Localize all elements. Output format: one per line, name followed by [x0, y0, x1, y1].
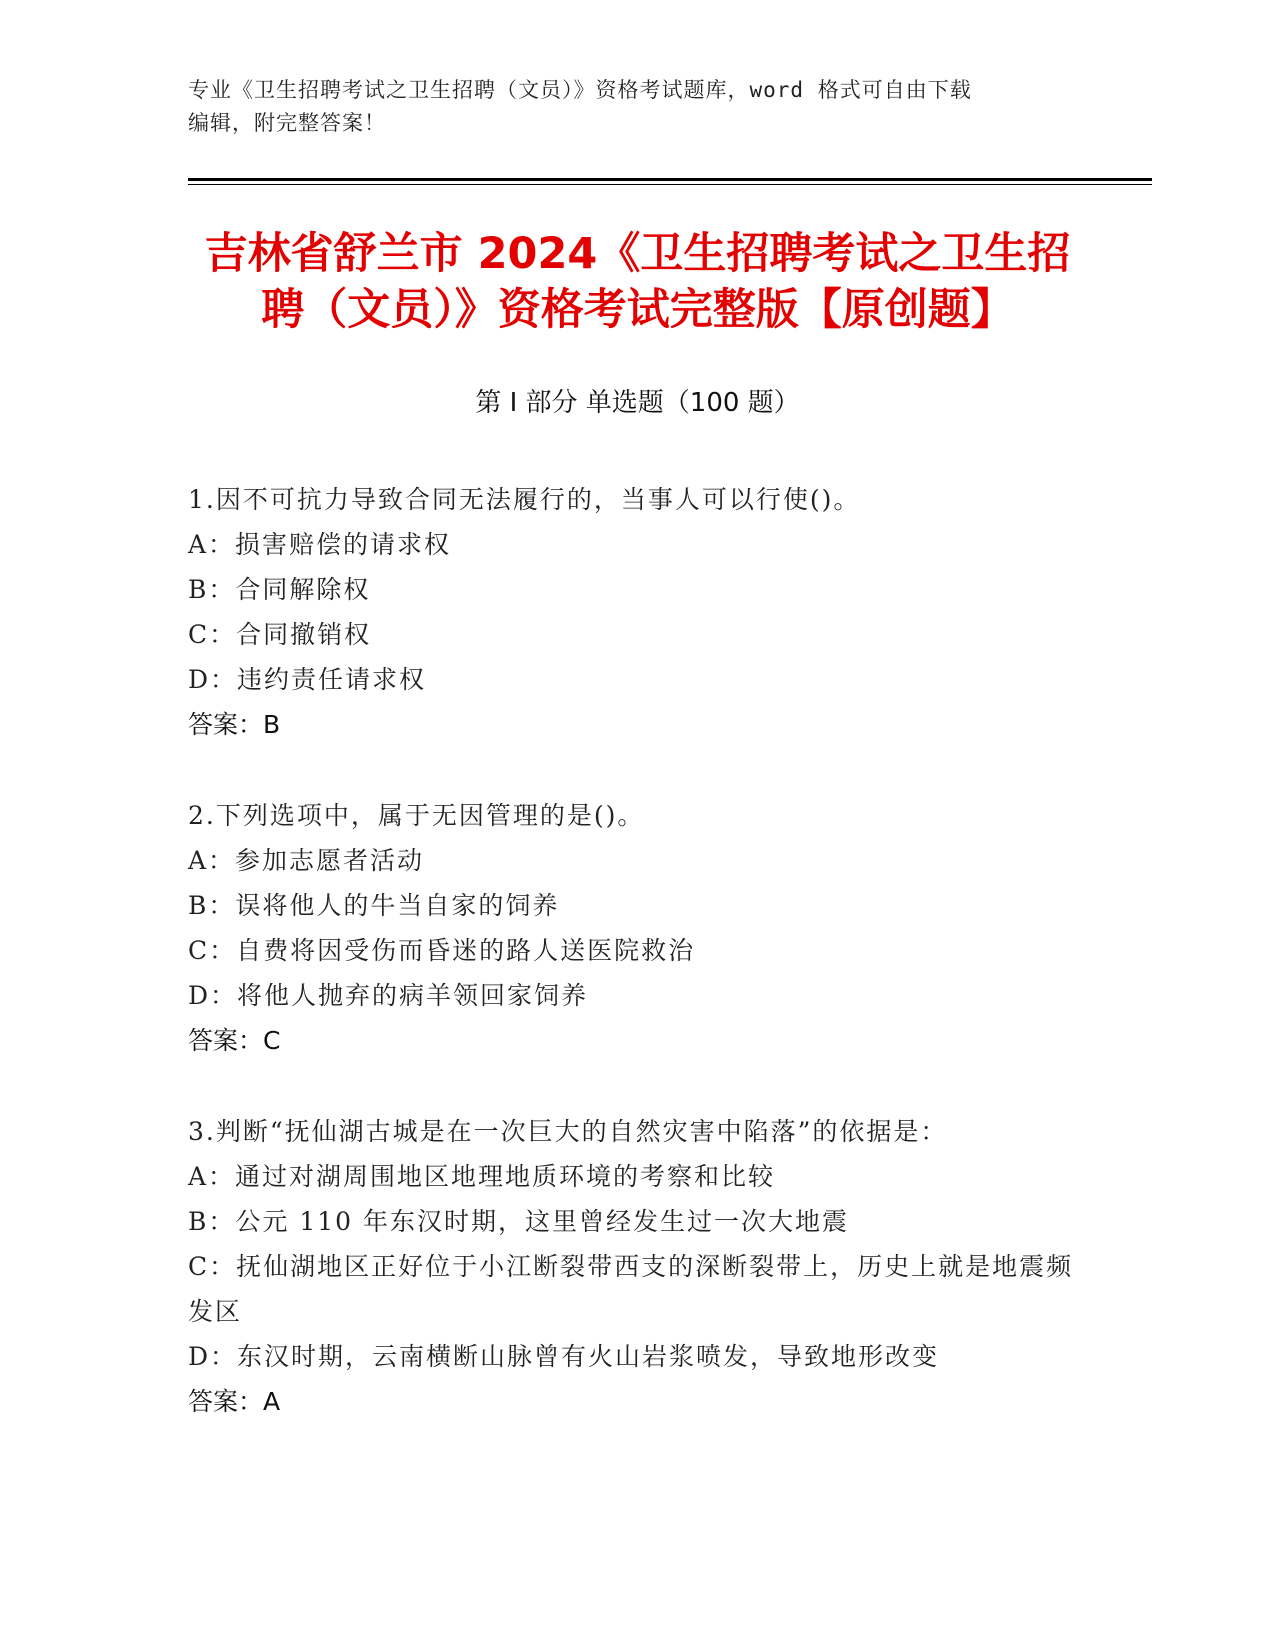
section-heading: 第 I 部分 单选题（100 题） [475, 388, 800, 418]
option-c: C：合同撤销权 [188, 620, 372, 649]
option-b: B：公元 110 年东汉时期，这里曾经发生过一次大地震 [188, 1207, 849, 1236]
question-stem: 1.因不可抗力导致合同无法履行的，当事人可以行使()。 [188, 485, 861, 514]
question-stem: 3.判断“抚仙湖古城是在一次巨大的自然灾害中陷落”的依据是： [188, 1117, 948, 1146]
option-c: C：自费将因受伤而昏迷的路人送医院救治 [188, 936, 696, 965]
document-title [150, 226, 1125, 338]
header-divider-thin [188, 184, 1152, 185]
option-c: C：抚仙湖地区正好位于小江断裂带西支的深断裂带上，历史上就是地震频发区 [188, 1252, 1074, 1326]
option-b: B：误将他人的牛当自家的饲养 [188, 891, 560, 920]
header-divider-thick [188, 178, 1152, 181]
option-b: B：合同解除权 [188, 575, 371, 604]
option-a: A：参加志愿者活动 [188, 846, 425, 875]
answer: 答案：B [188, 710, 281, 739]
header-note-line-2: 编辑，附完整答案！ [188, 111, 386, 135]
header-note [188, 74, 1088, 140]
question-2 [188, 793, 1088, 1063]
document-title-line-2: 聘（文员）》资格考试完整版【原创题】 [261, 285, 1014, 335]
option-a: A：通过对湖周围地区地理地质环境的考察和比较 [188, 1162, 776, 1191]
option-d: D：违约责任请求权 [188, 665, 427, 694]
question-1 [188, 477, 1088, 747]
document-title-line-1: 吉林省舒兰市 2024《卫生招聘考试之卫生招 [204, 229, 1071, 279]
option-a: A：损害赔偿的请求权 [188, 530, 452, 559]
question-3 [188, 1109, 1088, 1424]
answer: 答案：A [188, 1387, 281, 1416]
option-d: D：将他人抛弃的病羊领回家饲养 [188, 981, 589, 1010]
option-d: D：东汉时期，云南横断山脉曾有火山岩浆喷发，导致地形改变 [188, 1342, 940, 1371]
answer: 答案：C [188, 1026, 281, 1055]
question-list [188, 477, 1088, 1470]
question-stem: 2.下列选项中，属于无因管理的是()。 [188, 801, 645, 830]
header-note-line-1: 专业《卫生招聘考试之卫生招聘（文员）》资格考试题库，word 格式可自由下载 [188, 78, 972, 102]
